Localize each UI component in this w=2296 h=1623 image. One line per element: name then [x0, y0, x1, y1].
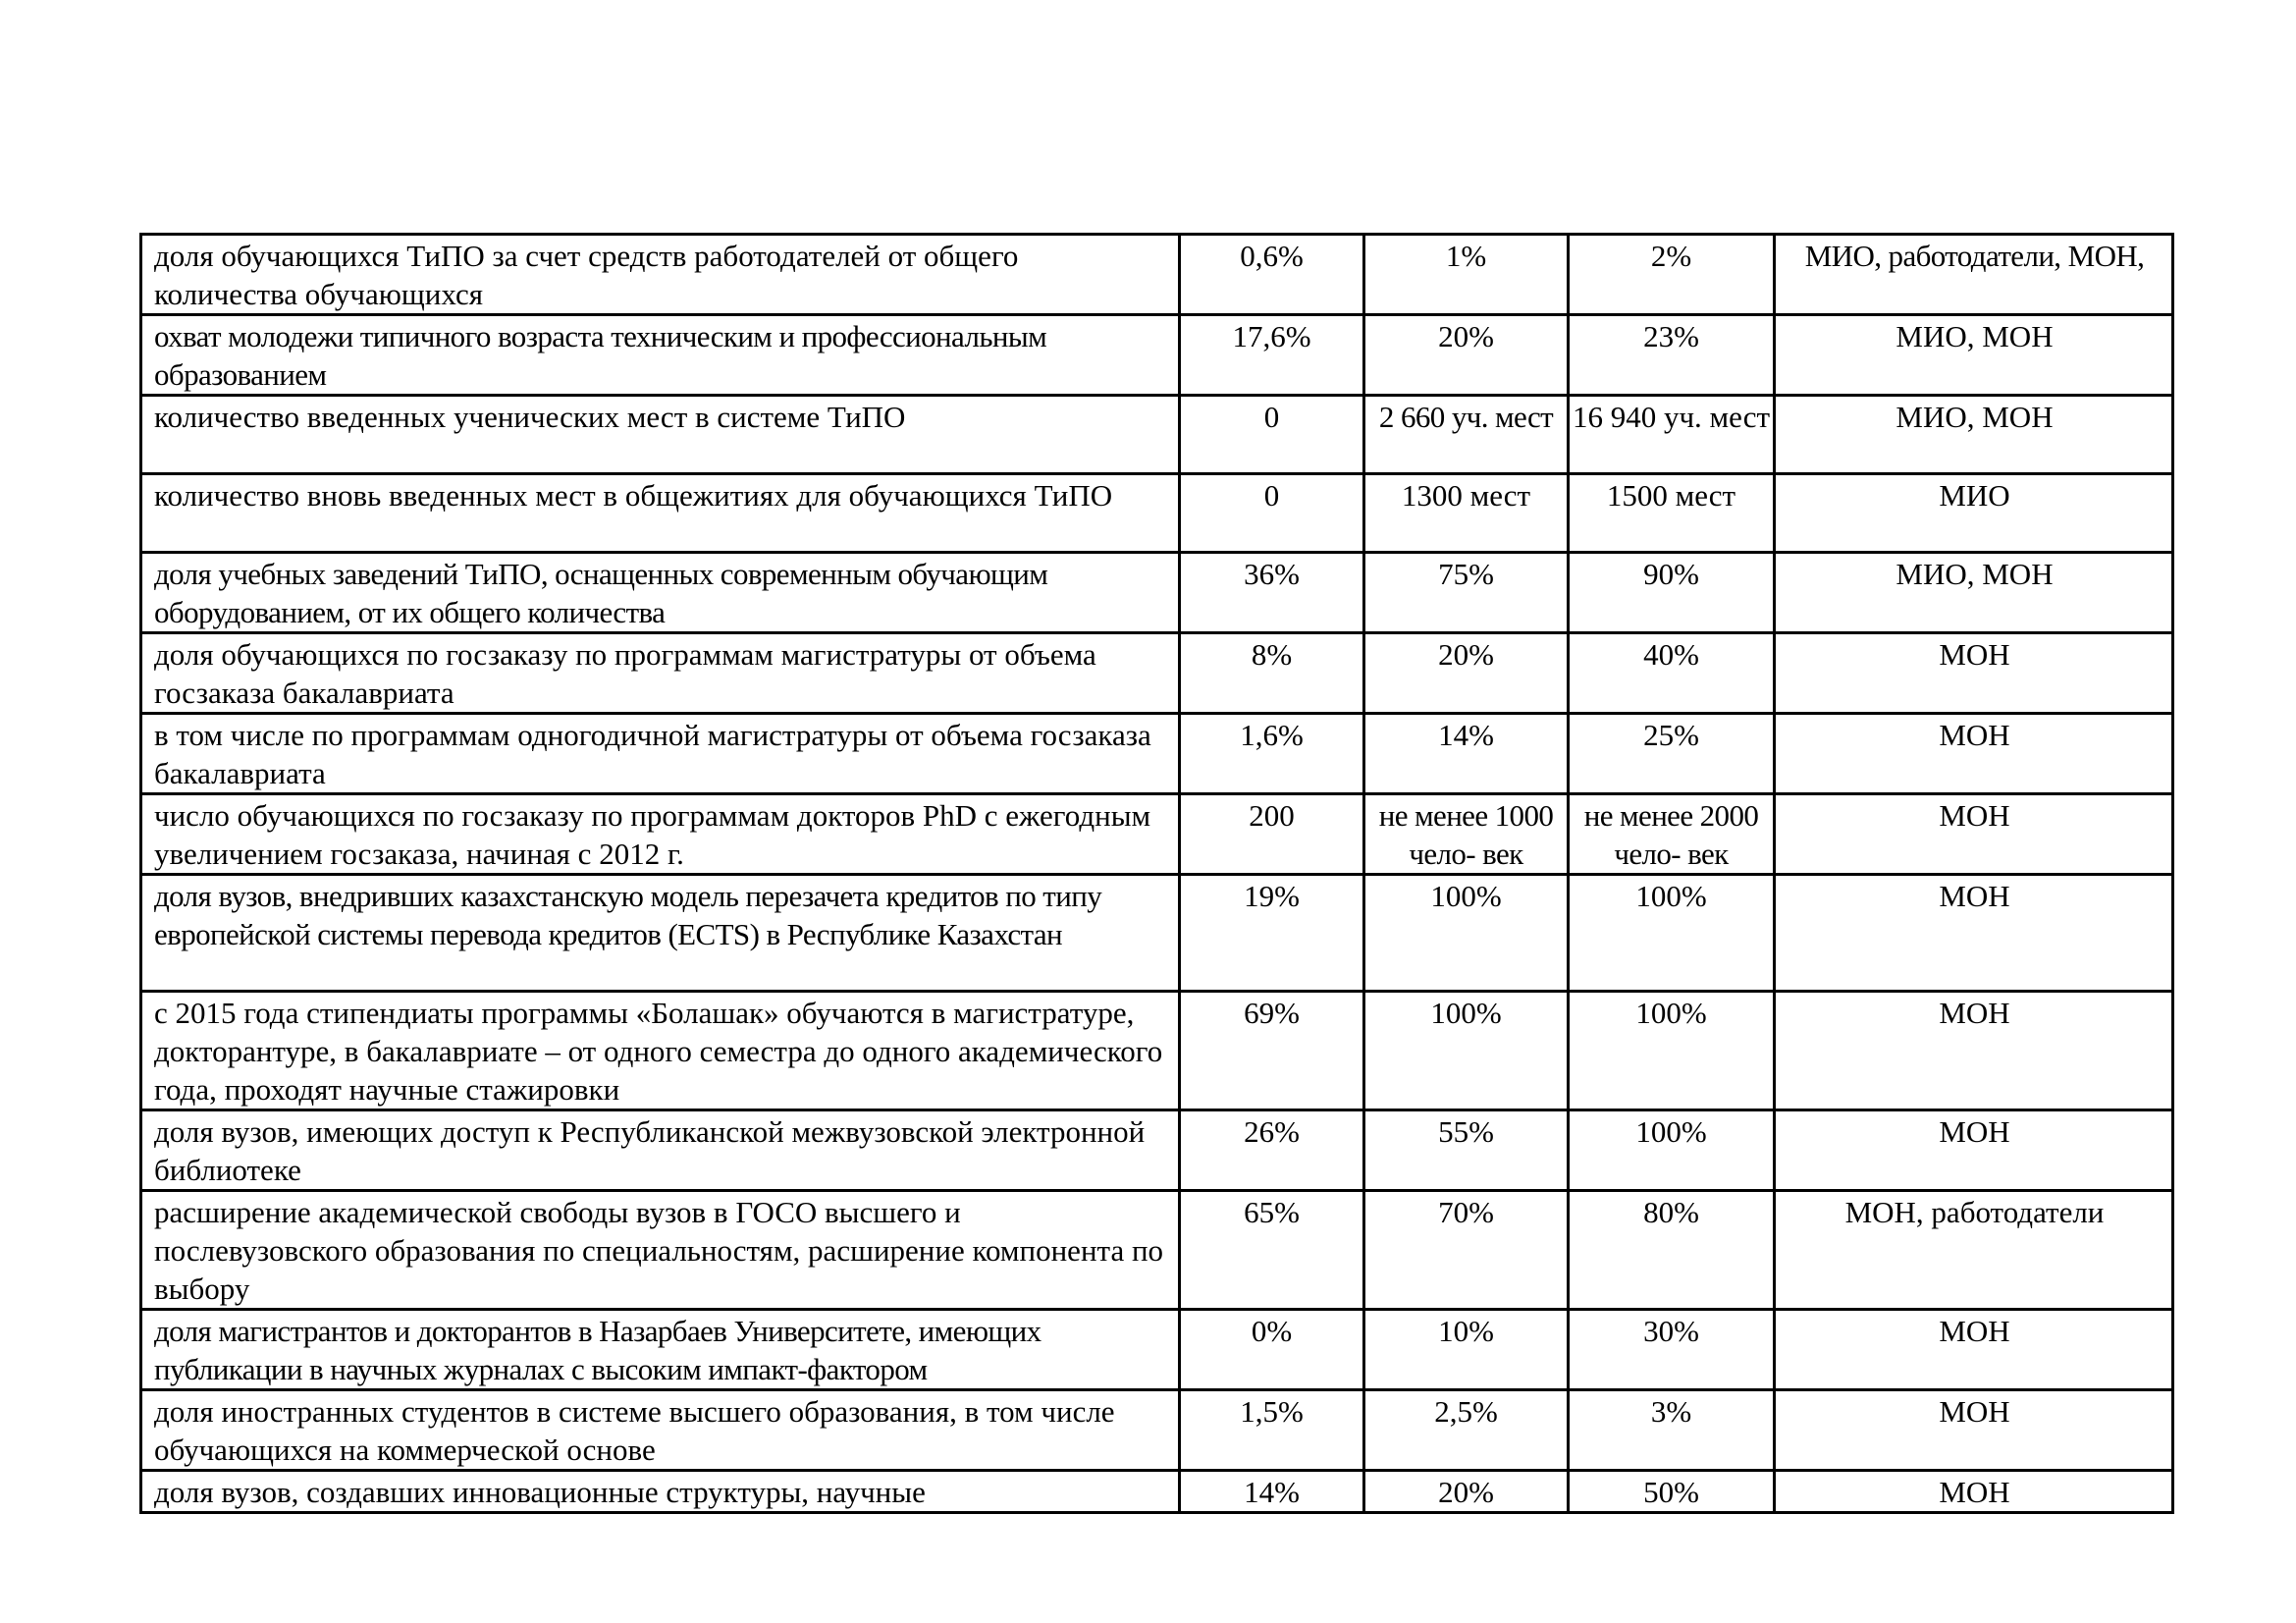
- responsible-cell: МОН: [1775, 714, 2173, 794]
- value-cell-target-2: 80%: [1569, 1191, 1775, 1310]
- value-cell-target-1: 14%: [1364, 714, 1569, 794]
- value-cell-target-1: 20%: [1364, 1471, 1569, 1513]
- responsible-cell: МОН: [1775, 633, 2173, 714]
- table-row: [141, 1110, 2173, 1191]
- value-cell-target-1: 20%: [1364, 633, 1569, 714]
- responsible-cell: МИО: [1775, 474, 2173, 553]
- value-cell-target-1: 1300 мест: [1364, 474, 1569, 553]
- value-cell-target-1: не менее 1000 чело- век: [1364, 794, 1569, 875]
- value-cell-target-2: не менее 2000 чело- век: [1569, 794, 1775, 875]
- value-cell-baseline: 17,6%: [1180, 315, 1364, 396]
- indicator-cell: расширение академической свободы вузов в ГОСО высшего и послевузовского образования по специальностям, расширение компонента по выбору: [141, 1191, 1180, 1310]
- value-cell-baseline: 0: [1180, 396, 1364, 474]
- value-cell-target-2: 25%: [1569, 714, 1775, 794]
- table-row: [141, 794, 2173, 875]
- value-cell-target-2: 100%: [1569, 1110, 1775, 1191]
- indicator-cell: доля вузов, имеющих доступ к Республиканской межвузовской электронной библиотеке: [141, 1110, 1180, 1191]
- value-cell-target-2: 30%: [1569, 1310, 1775, 1390]
- responsible-cell: МОН, работодатели: [1775, 1191, 2173, 1310]
- value-cell-target-1: 2 660 уч. мест: [1364, 396, 1569, 474]
- value-cell-target-1: 1%: [1364, 235, 1569, 315]
- indicator-cell: доля иностранных студентов в системе высшего образования, в том числе обучающихся на коммерческой основе: [141, 1390, 1180, 1471]
- indicator-cell: количество вновь введенных мест в общежитиях для обучающихся ТиПО: [141, 474, 1180, 553]
- value-cell-target-1: 55%: [1364, 1110, 1569, 1191]
- table-row: [141, 553, 2173, 633]
- value-cell-target-1: 100%: [1364, 992, 1569, 1110]
- indicator-cell: охват молодежи типичного возраста техническим и профессиональным образованием: [141, 315, 1180, 396]
- table-row: [141, 714, 2173, 794]
- value-cell-baseline: 19%: [1180, 875, 1364, 992]
- indicator-cell: в том числе по программам одногодичной магистратуры от объема госзаказа бакалавриата: [141, 714, 1180, 794]
- indicators-table: [139, 233, 2174, 1514]
- indicator-cell: количество введенных ученических мест в системе ТиПО: [141, 396, 1180, 474]
- value-cell-target-2: 50%: [1569, 1471, 1775, 1513]
- value-cell-target-1: 2,5%: [1364, 1390, 1569, 1471]
- value-cell-baseline: 26%: [1180, 1110, 1364, 1191]
- indicator-cell: доля вузов, создавших инновационные структуры, научные: [141, 1471, 1180, 1513]
- value-cell-target-1: 10%: [1364, 1310, 1569, 1390]
- table-row: [141, 315, 2173, 396]
- value-cell-baseline: 200: [1180, 794, 1364, 875]
- table-row: [141, 235, 2173, 315]
- table-row: [141, 1471, 2173, 1513]
- table-row: [141, 396, 2173, 474]
- value-cell-target-1: 100%: [1364, 875, 1569, 992]
- responsible-cell: МИО, МОН: [1775, 396, 2173, 474]
- indicator-cell: с 2015 года стипендиаты программы «Болашак» обучаются в магистратуре, докторантуре, в бакалавриате – от одного семестра до одного академического года, проходят научные стажировки: [141, 992, 1180, 1110]
- value-cell-target-2: 23%: [1569, 315, 1775, 396]
- value-cell-baseline: 65%: [1180, 1191, 1364, 1310]
- value-cell-target-2: 90%: [1569, 553, 1775, 633]
- value-cell-baseline: 0: [1180, 474, 1364, 553]
- value-cell-target-1: 70%: [1364, 1191, 1569, 1310]
- value-cell-baseline: 1,5%: [1180, 1390, 1364, 1471]
- value-cell-target-1: 75%: [1364, 553, 1569, 633]
- table-row: [141, 1310, 2173, 1390]
- responsible-cell: МОН: [1775, 794, 2173, 875]
- responsible-cell: МОН: [1775, 1310, 2173, 1390]
- value-cell-baseline: 69%: [1180, 992, 1364, 1110]
- value-cell-target-1: 20%: [1364, 315, 1569, 396]
- value-cell-target-2: 1500 мест: [1569, 474, 1775, 553]
- responsible-cell: МОН: [1775, 1110, 2173, 1191]
- indicator-cell: доля учебных заведений ТиПО, оснащенных современным обучающим оборудованием, от их общего количества: [141, 553, 1180, 633]
- responsible-cell: МОН: [1775, 1390, 2173, 1471]
- value-cell-target-2: 2%: [1569, 235, 1775, 315]
- indicator-cell: число обучающихся по госзаказу по программам докторов PhD с ежегодным увеличением госзаказа, начиная с 2012 г.: [141, 794, 1180, 875]
- value-cell-target-2: 3%: [1569, 1390, 1775, 1471]
- table-row: [141, 633, 2173, 714]
- indicator-cell: доля вузов, внедривших казахстанскую модель перезачета кредитов по типу европейской системы перевода кредитов (ECTS) в Республике Казахстан: [141, 875, 1180, 992]
- indicator-cell: доля обучающихся ТиПО за счет средств работодателей от общего количества обучающихся: [141, 235, 1180, 315]
- responsible-cell: МИО, работодатели, МОН,: [1775, 235, 2173, 315]
- table-row: [141, 474, 2173, 553]
- value-cell-baseline: 8%: [1180, 633, 1364, 714]
- responsible-cell: МОН: [1775, 992, 2173, 1110]
- value-cell-target-2: 16 940 уч. мест: [1569, 396, 1775, 474]
- value-cell-baseline: 1,6%: [1180, 714, 1364, 794]
- value-cell-baseline: 14%: [1180, 1471, 1364, 1513]
- value-cell-baseline: 0,6%: [1180, 235, 1364, 315]
- responsible-cell: МОН: [1775, 875, 2173, 992]
- indicator-cell: доля магистрантов и докторантов в Назарбаев Университете, имеющих публикации в научных журналах с высоким импакт-фактором: [141, 1310, 1180, 1390]
- value-cell-target-2: 100%: [1569, 992, 1775, 1110]
- value-cell-baseline: 0%: [1180, 1310, 1364, 1390]
- value-cell-target-2: 100%: [1569, 875, 1775, 992]
- responsible-cell: МИО, МОН: [1775, 315, 2173, 396]
- indicator-cell: доля обучающихся по госзаказу по программам магистратуры от объема госзаказа бакалавриата: [141, 633, 1180, 714]
- value-cell-target-2: 40%: [1569, 633, 1775, 714]
- table-row: [141, 875, 2173, 992]
- table-row: [141, 1390, 2173, 1471]
- responsible-cell: МОН: [1775, 1471, 2173, 1513]
- table-row: [141, 1191, 2173, 1310]
- value-cell-baseline: 36%: [1180, 553, 1364, 633]
- responsible-cell: МИО, МОН: [1775, 553, 2173, 633]
- table-row: [141, 992, 2173, 1110]
